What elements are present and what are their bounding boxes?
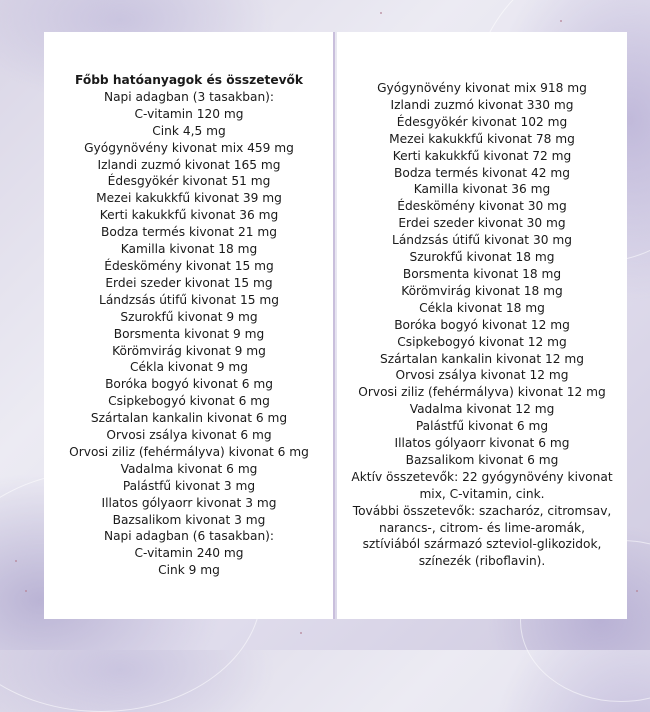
ingredient-line: C-vitamin 120 mg	[134, 106, 244, 121]
sparkle	[636, 590, 638, 592]
ingredient-line: C-vitamin 240 mg	[134, 546, 244, 561]
ingredient-line: Kerti kakukkfű kivonat 36 mg	[99, 208, 279, 223]
sparkle	[380, 12, 382, 14]
ingredient-line: Orvosi ziliz (fehérmályva) kivonat 12 mg	[358, 385, 606, 400]
ingredient-line: Lándzsás útifű kivonat 15 mg	[99, 292, 279, 307]
ingredient-line: Erdei szeder kivonat 15 mg	[105, 275, 273, 290]
right-column-text	[337, 80, 627, 570]
sparkle	[25, 590, 27, 592]
ingredient-line: Csipkebogyó kivonat 12 mg	[397, 334, 567, 349]
ingredient-line: Kamilla kivonat 18 mg	[120, 242, 258, 257]
ingredient-line: Szurokfű kivonat 18 mg	[409, 250, 555, 265]
ingredient-line: Kamilla kivonat 36 mg	[413, 182, 551, 197]
ingredient-line: Szártalan kankalin kivonat 6 mg	[90, 411, 288, 426]
ingredient-line: Borsmenta kivonat 18 mg	[402, 266, 562, 281]
ingredient-line: Izlandi zuzmó kivonat 165 mg	[97, 157, 281, 172]
ingredient-line: Bodza termés kivonat 21 mg	[101, 225, 277, 240]
ingredient-line: Édesgyökér kivonat 102 mg	[396, 114, 568, 129]
ingredient-line: Édesgyökér kivonat 51 mg	[107, 174, 271, 189]
ingredient-line: Csipkebogyó kivonat 6 mg	[108, 394, 270, 409]
ingredient-line: Vadalma kivonat 12 mg	[409, 402, 555, 417]
ingredient-line: Orvosi zsálya kivonat 12 mg	[395, 368, 569, 383]
ingredient-line: Napi adagban (6 tasakban):	[103, 529, 275, 544]
other-ingredients-text: További összetevők: szacharóz, citromsav, narancs-, citrom- és lime-aromák, sztíviából származó szteviol-glikozidok, színezék (riboflavin).	[352, 503, 612, 569]
ingredient-line: Izlandi zuzmó kivonat 330 mg	[390, 97, 574, 112]
active-ingredients-text: Aktív összetevők: 22 gyógynövény kivonat mix, C-vitamin, cink.	[351, 469, 613, 501]
ingredient-line: Kerti kakukkfű kivonat 72 mg	[392, 148, 572, 163]
ingredient-line: Illatos gólyaorr kivonat 6 mg	[394, 436, 570, 451]
ingredient-line: Bodza termés kivonat 42 mg	[394, 165, 570, 180]
left-column-text	[44, 72, 334, 579]
ingredient-line: Bazsalikom kivonat 3 mg	[112, 512, 266, 527]
ingredient-line: Illatos gólyaorr kivonat 3 mg	[101, 495, 277, 510]
section-heading: Főbb hatóanyagok és összetevők	[74, 73, 304, 87]
ingredient-line: Vadalma kivonat 6 mg	[120, 461, 258, 476]
ingredient-line: Orvosi zsálya kivonat 6 mg	[106, 428, 272, 443]
ingredient-line: Cékla kivonat 9 mg	[130, 360, 248, 375]
ingredient-line: Édeskömény kivonat 30 mg	[397, 199, 567, 214]
ingredient-line: Boróka bogyó kivonat 12 mg	[394, 317, 570, 332]
ingredient-line: Borsmenta kivonat 9 mg	[113, 326, 265, 341]
ingredient-line: Erdei szeder kivonat 30 mg	[398, 216, 566, 231]
ingredient-line: Cékla kivonat 18 mg	[419, 300, 545, 315]
ingredient-line: Szurokfű kivonat 9 mg	[120, 309, 258, 324]
ingredient-line: Körömvirág kivonat 18 mg	[401, 283, 563, 298]
ingredient-line: Cink 4,5 mg	[152, 123, 226, 138]
ingredient-line: Gyógynövény kivonat mix 918 mg	[377, 81, 587, 95]
ingredient-line: Boróka bogyó kivonat 6 mg	[105, 377, 273, 392]
ingredient-line: Szártalan kankalin kivonat 12 mg	[380, 351, 584, 366]
ingredient-line: Palástfű kivonat 3 mg	[122, 478, 256, 493]
ingredient-line: Cink 9 mg	[158, 563, 220, 578]
ingredient-line: Gyógynövény kivonat mix 459 mg	[84, 140, 294, 155]
sparkle	[560, 20, 562, 22]
ingredient-line: Mezei kakukkfű kivonat 78 mg	[389, 131, 575, 146]
ingredient-line: Körömvirág kivonat 9 mg	[112, 343, 266, 358]
ingredient-line: Orvosi ziliz (fehérmályva) kivonat 6 mg	[69, 444, 309, 459]
ingredient-line: Édeskömény kivonat 15 mg	[104, 258, 274, 273]
ingredient-line: Lándzsás útifű kivonat 30 mg	[392, 233, 572, 248]
ingredient-line: Mezei kakukkfű kivonat 39 mg	[96, 191, 282, 206]
sparkle	[300, 632, 302, 634]
sparkle	[15, 560, 17, 562]
ingredient-line: Bazsalikom kivonat 6 mg	[405, 452, 559, 467]
ingredient-line: Napi adagban (3 tasakban):	[103, 89, 275, 104]
ingredient-line: Palástfű kivonat 6 mg	[415, 419, 549, 434]
